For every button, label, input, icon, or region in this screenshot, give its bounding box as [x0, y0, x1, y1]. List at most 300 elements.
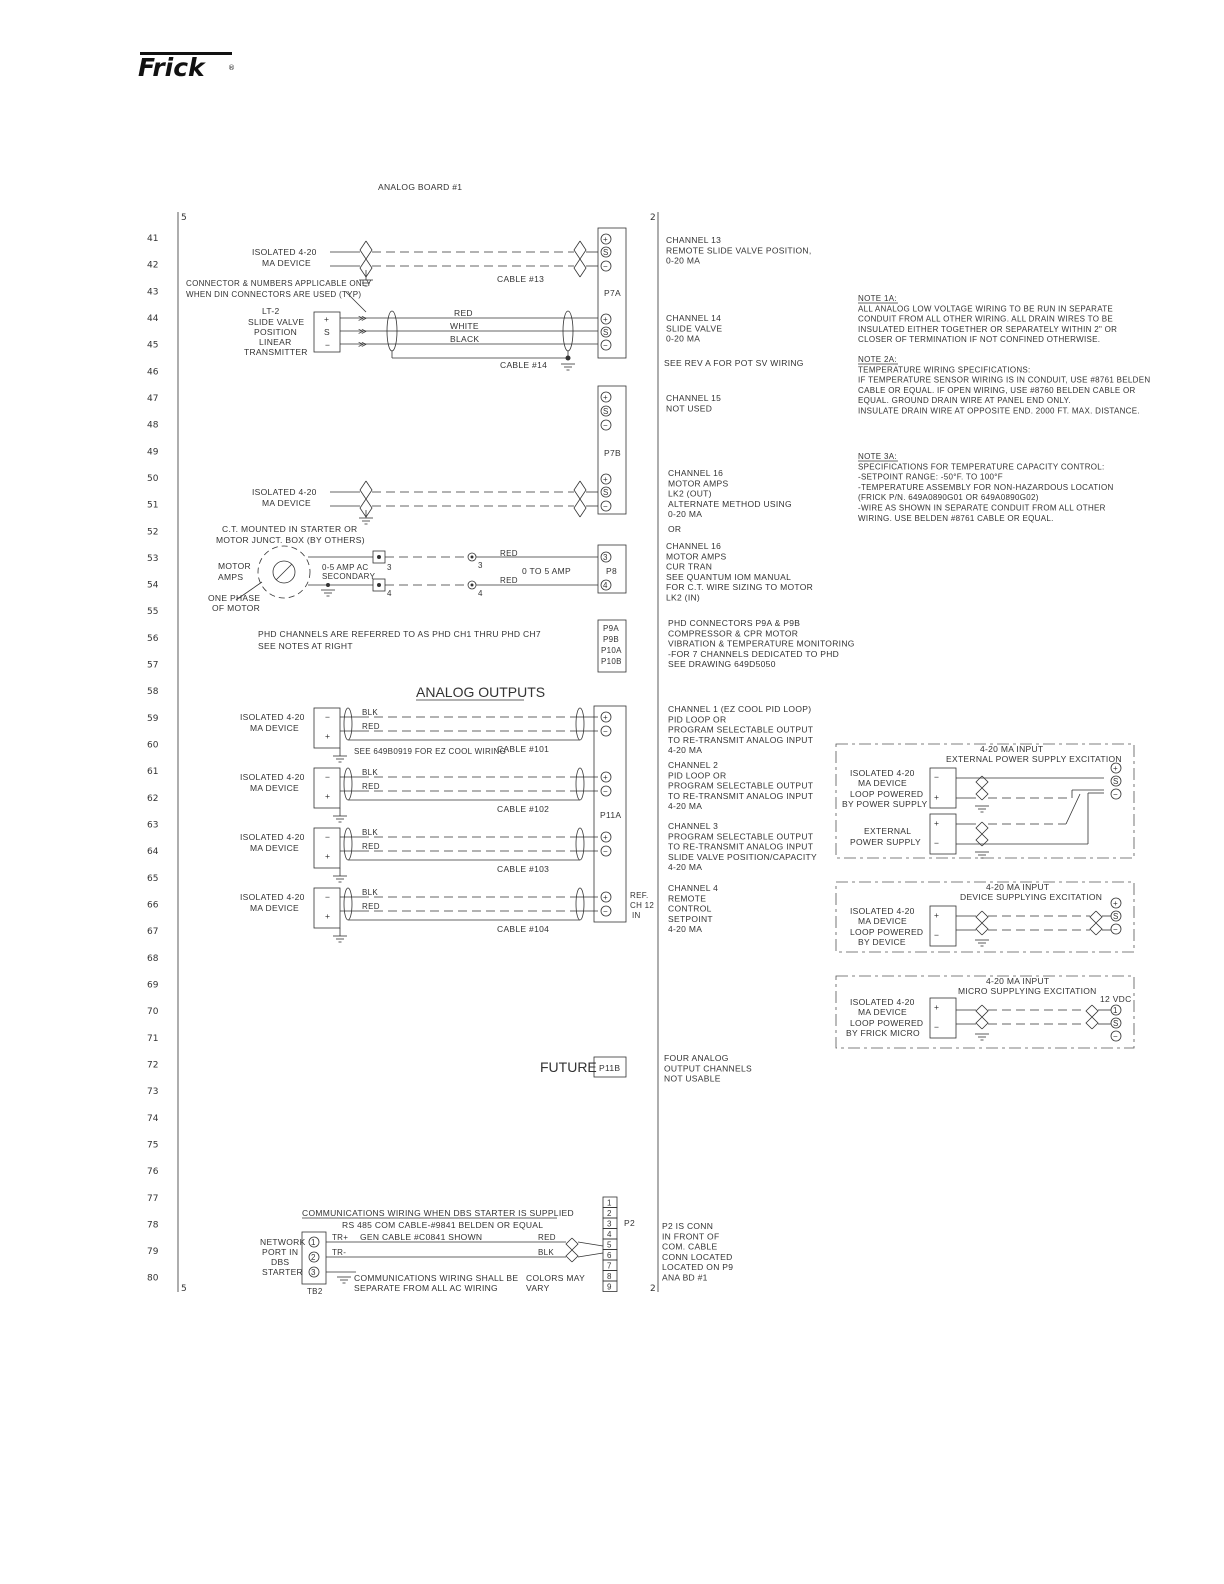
terminal-symbol: −	[603, 727, 608, 736]
row-number: 54	[147, 580, 159, 591]
output-red-label: RED	[362, 902, 380, 911]
row-number: 61	[147, 767, 159, 778]
ch16-device-label-1: ISOLATED 4-20	[252, 487, 317, 497]
channel-desc-ch13: REMOTE SLIDE VALVE POSITION,	[666, 245, 812, 256]
inset-micro-title-1: 4-20 MA INPUT	[986, 976, 1050, 986]
inset-ext-device-2: MA DEVICE	[858, 778, 907, 788]
terminal-symbol: +	[603, 833, 608, 842]
logo-wordmark: Frick	[138, 53, 205, 80]
comm-note-top: COMMUNICATIONS WIRING WHEN DBS STARTER IS SUPPLIED	[302, 1208, 574, 1218]
channel-desc-four_analog: OUTPUT CHANNELS	[664, 1063, 752, 1074]
wire-black-label: BLACK	[450, 334, 480, 344]
inset-dev-device-3: LOOP POWERED	[850, 927, 924, 937]
wire-red-label: RED	[454, 308, 473, 318]
output-red-label: RED	[362, 782, 380, 791]
channel-desc-ch13: CHANNEL 13	[666, 235, 722, 245]
ez-cool-note: SEE 649B0919 FOR EZ COOL WIRING	[354, 747, 507, 756]
channel-desc-p2_note: IN FRONT OF	[662, 1231, 720, 1242]
connector-p7a-label: P7A	[604, 288, 621, 298]
inset-dev-device-2: MA DEVICE	[858, 916, 907, 926]
row-number: 56	[147, 633, 159, 644]
output-device-label: ISOLATED 4-20	[240, 892, 305, 902]
output-plus: +	[325, 791, 331, 801]
channel-desc-phd: COMPRESSOR & CPR MOTOR	[668, 628, 799, 639]
row-number: 72	[147, 1060, 159, 1071]
row-number: 47	[147, 394, 159, 404]
row-number: 60	[147, 740, 159, 751]
channel-desc-out2: CHANNEL 2	[668, 760, 719, 770]
note-n2a-line: CABLE OR EQUAL. IF OPEN WIRING, USE #8760 BELDEN CABLE OR	[858, 385, 1136, 395]
inset-ext-term-signal: S	[1113, 777, 1119, 786]
comm-note-line2: RS 485 COM CABLE-#9841 BELDEN OR EQUAL	[342, 1220, 544, 1230]
column-label-right-top: 2	[650, 213, 656, 223]
output-red-label: RED	[362, 722, 380, 731]
output-blk-label: BLK	[362, 888, 379, 897]
row-number: 45	[147, 340, 159, 351]
channel-desc-out1: PID LOOP OR	[668, 714, 727, 725]
note-n3a-line: -TEMPERATURE ASSEMBLY FOR NON-HAZARDOUS LOCATION	[858, 482, 1114, 492]
terminal-symbol: −	[603, 262, 608, 271]
note-n3a-line: (FRICK P/N. 649A0890G01 OR 649A0890G02)	[858, 493, 1039, 503]
connector-p2	[603, 1197, 617, 1292]
note-n1a-line: ALL ANALOG LOW VOLTAGE WIRING TO BE RUN IN SEPARATE	[858, 304, 1114, 314]
channel-desc-p2_note: LOCATED ON P9	[662, 1262, 734, 1273]
row-number: 80	[147, 1273, 159, 1284]
terminal-symbol: −	[603, 341, 608, 350]
logo-registered-mark: ®	[228, 64, 235, 72]
row-number: 48	[147, 420, 159, 431]
lt2-label-4: LINEAR	[259, 337, 292, 347]
tb2-label: TB2	[307, 1287, 323, 1296]
p2-pin-number: 4	[607, 1230, 612, 1239]
channel-desc-out3: PROGRAM SELECTABLE OUTPUT	[668, 831, 814, 842]
note-n2a-line: TEMPERATURE WIRING SPECIFICATIONS:	[858, 365, 1031, 375]
future-label: FUTURE	[540, 1059, 597, 1075]
note-n1a-line: CONDUIT FROM ALL OTHER WIRING. ALL DRAIN WIRES TO BE	[858, 314, 1114, 324]
inset-ext-device-3: LOOP POWERED	[850, 789, 924, 799]
channel-desc-ch16b: SEE QUANTUM IOM MANUAL	[666, 571, 792, 582]
inset-micro-title-2: MICRO SUPPLYING EXCITATION	[958, 986, 1097, 996]
tr-plus-label: TR+	[332, 1233, 349, 1242]
ct-term-4: 4	[387, 589, 392, 598]
network-port-1: NETWORK	[260, 1237, 306, 1247]
row-number: 74	[147, 1113, 159, 1124]
terminal-symbol: S	[603, 328, 609, 337]
channel-desc-out1: PROGRAM SELECTABLE OUTPUT	[668, 724, 814, 735]
channel-desc-p2_note: ANA BD #1	[662, 1272, 708, 1283]
row-number: 55	[147, 607, 159, 618]
row-number: 44	[147, 314, 159, 324]
analog-outputs-title: ANALOG OUTPUTS	[416, 684, 546, 700]
lt2-label-2: SLIDE VALVE	[248, 317, 305, 327]
row-number: 71	[147, 1033, 159, 1044]
terminal-symbol: −	[603, 421, 608, 430]
secondary-label-1: 0-5 AMP AC	[322, 563, 369, 572]
terminal-symbol: +	[603, 393, 608, 402]
inset-ext-dev-plus: +	[934, 792, 940, 802]
row-number: 65	[147, 873, 159, 884]
channel-desc-phd: VIBRATION & TEMPERATURE MONITORING	[668, 638, 855, 649]
channel-desc-out3: 4-20 MA	[668, 862, 703, 873]
inset-dev-term-signal: S	[1113, 912, 1119, 921]
lt2-label-5: TRANSMITTER	[244, 347, 308, 357]
ct-term-3: 3	[387, 563, 392, 572]
channel-14-circuit	[186, 279, 598, 370]
row-number: 69	[147, 980, 159, 991]
channel-desc-phd: PHD CONNECTORS P9A & P9B	[668, 618, 801, 628]
terminal-symbol: 3	[603, 553, 608, 562]
svg-text:≫: ≫	[358, 313, 368, 323]
inset-ext-device-1: ISOLATED 4-20	[850, 768, 915, 778]
terminal-symbol: 4	[603, 581, 608, 590]
row-number: 52	[147, 527, 159, 538]
connector-p10a-label: P10A	[601, 646, 622, 655]
output-minus: −	[325, 772, 331, 782]
output-device-label: MA DEVICE	[250, 723, 299, 733]
channel-desc-ch16b: CUR TRAN	[666, 561, 713, 572]
inset-micro-device-1: ISOLATED 4-20	[850, 997, 915, 1007]
channel-desc-out3: CHANNEL 3	[668, 821, 719, 831]
row-number: 68	[147, 953, 159, 964]
row-number: 59	[147, 713, 159, 724]
channel-desc-out2: PROGRAM SELECTABLE OUTPUT	[668, 780, 814, 791]
row-number: 43	[147, 287, 159, 298]
channel-desc-out4: REMOTE	[668, 893, 707, 904]
channel-desc-ch16a: 0-20 MA	[668, 509, 703, 520]
notes	[858, 294, 1150, 523]
p2-pin-number: 5	[607, 1240, 612, 1250]
row-number: 53	[147, 553, 159, 564]
colors-note-1: COLORS MAY	[526, 1273, 586, 1283]
connector-p10b-label: P10B	[601, 657, 622, 666]
channel-desc-ch14: SLIDE VALVE	[666, 323, 723, 334]
row-number: 75	[147, 1140, 159, 1151]
output-device-label: ISOLATED 4-20	[240, 772, 305, 782]
tb2-pin-1: 1	[311, 1238, 316, 1247]
one-phase-2: OF MOTOR	[212, 603, 261, 613]
terminal-symbol: S	[603, 407, 609, 416]
note-n2a-line: IF TEMPERATURE SENSOR WIRING IS IN CONDUIT, USE #8761 BELDEN	[858, 375, 1151, 385]
din-note-1: CONNECTOR & NUMBERS APPLICABLE ONLY	[186, 279, 372, 288]
inset-ext-sup-plus: +	[934, 818, 940, 828]
inset-micro-plus: +	[934, 1002, 940, 1012]
inset-dev-minus: −	[934, 930, 940, 940]
channel-desc-four_analog: FOUR ANALOG	[664, 1053, 729, 1063]
ct-note-1: C.T. MOUNTED IN STARTER OR	[222, 524, 358, 534]
note-n1a-line: NOTE 1A:	[858, 294, 897, 303]
note-n2a-line: NOTE 2A:	[858, 355, 897, 364]
row-number: 79	[147, 1247, 159, 1258]
output-cable-label: CABLE #102	[497, 804, 550, 814]
note-n3a-line: NOTE 3A:	[858, 452, 897, 461]
tb2-pin-3: 3	[311, 1268, 316, 1277]
inset-ext-dev-minus: −	[934, 772, 940, 782]
inset-micro-device-2: MA DEVICE	[858, 1007, 907, 1017]
p2-pin-number: 3	[607, 1219, 612, 1229]
channel-desc-out1: TO RE-TRANSMIT ANALOG INPUT	[668, 734, 814, 745]
row-number: 49	[147, 447, 159, 458]
terminal-symbol: −	[603, 502, 608, 511]
connector-p9b-label: P9B	[603, 635, 620, 644]
terminal-symbol: −	[603, 787, 608, 796]
connector-p8-label: P8	[606, 566, 617, 576]
row-number: 70	[147, 1007, 159, 1018]
row-number: 50	[147, 473, 159, 484]
ct-term-4b: 4	[478, 589, 483, 598]
row-number: 57	[147, 660, 159, 671]
din-note-2: WHEN DIN CONNECTORS ARE USED (TYP)	[186, 290, 362, 299]
channel-desc-ch16a: LK2 (OUT)	[668, 488, 712, 499]
channel-desc-ch15: CHANNEL 15	[666, 393, 722, 403]
channel-desc-ch15: NOT USED	[666, 403, 713, 414]
terminal-symbol: +	[603, 713, 608, 722]
output-minus: −	[325, 892, 331, 902]
note-n3a-line: -WIRE AS SHOWN IN SEPARATE CONDUIT FROM ALL OTHER	[858, 503, 1106, 513]
analog-output-circuits	[240, 708, 611, 942]
output-device-label: MA DEVICE	[250, 903, 299, 913]
channel-desc-phd: SEE DRAWING 649D5050	[668, 659, 776, 670]
terminal-symbol: S	[603, 248, 609, 257]
output-device-label: ISOLATED 4-20	[240, 832, 305, 842]
inset-ext-supply-1: EXTERNAL	[864, 826, 912, 836]
row-number: 64	[147, 847, 159, 858]
channel-desc-rev_a: SEE REV A FOR POT SV WIRING	[664, 358, 804, 368]
channel-desc-out4: SETPOINT	[668, 913, 713, 924]
row-number: 73	[147, 1087, 159, 1098]
channel-desc-out4: CHANNEL 4	[668, 883, 719, 893]
p2-pin-number: 2	[607, 1209, 612, 1218]
output-device-label: ISOLATED 4-20	[240, 712, 305, 722]
ct-circuit	[208, 524, 598, 613]
row-number: 62	[147, 793, 159, 804]
connector-p11b-label: P11B	[599, 1063, 621, 1073]
lt2-plus: +	[324, 314, 330, 324]
inset-ext-title-2: EXTERNAL POWER SUPPLY EXCITATION	[946, 754, 1122, 764]
inset-dev-device-4: BY DEVICE	[858, 937, 906, 947]
row-number: 78	[147, 1220, 159, 1231]
phd-note-1: PHD CHANNELS ARE REFERRED TO AS PHD CH1 THRU PHD CH7	[258, 629, 541, 639]
note-n1a-line: INSULATED EITHER TOGETHER OR SEPARATELY WITHIN 2" OR	[858, 324, 1118, 334]
inset-micro-device-4: BY FRICK MICRO	[846, 1028, 920, 1038]
channel-desc-ch16b: MOTOR AMPS	[666, 551, 727, 562]
ct-note-2: MOTOR JUNCT. BOX (BY OTHERS)	[216, 535, 365, 545]
inset-micro-term-1: 1	[1113, 1006, 1118, 1015]
svg-text:≫: ≫	[358, 326, 368, 336]
ct-term-3b: 3	[478, 561, 483, 570]
channel-desc-ch16b: CHANNEL 16	[666, 541, 722, 551]
network-port-2: PORT IN	[262, 1247, 299, 1257]
channel-desc-p2_note: P2 IS CONN	[662, 1221, 714, 1231]
cable-14-label: CABLE #14	[500, 360, 548, 370]
lt2-label-3: POSITION	[254, 327, 298, 337]
channel-desc-out2: 4-20 MA	[668, 801, 703, 812]
inset-micro-vdc: 12 VDC	[1100, 994, 1132, 1004]
comm-bottom-2: SEPARATE FROM ALL AC WIRING	[354, 1283, 498, 1293]
terminal-symbol: −	[603, 847, 608, 856]
channel-desc-ch16b: FOR C.T. WIRE SIZING TO MOTOR	[666, 582, 814, 593]
channel-desc-out2: PID LOOP OR	[668, 770, 727, 781]
zero-to-5-amp: 0 TO 5 AMP	[522, 566, 571, 576]
terminal-symbol: +	[603, 893, 608, 902]
ct-red-1: RED	[500, 549, 518, 558]
note-n2a-line: INSULATE DRAIN WIRE AT OPPOSITE END. 2000 FT. MAX. DISTANCE.	[858, 406, 1140, 416]
row-number: 67	[147, 927, 159, 938]
network-port-4: STARTER	[262, 1267, 303, 1277]
p2-pin-number: 1	[607, 1198, 612, 1208]
svg-text:≫: ≫	[358, 339, 368, 349]
inset-dev-title-1: 4-20 MA INPUT	[986, 882, 1050, 892]
channel-desc-out4: CONTROL	[668, 903, 712, 914]
inset-ext-term-plus: +	[1113, 764, 1118, 773]
row-numbers	[147, 234, 159, 1284]
channel-desc-p2_note: COM. CABLE	[662, 1241, 718, 1252]
row-number: 41	[147, 234, 159, 244]
output-minus: −	[325, 832, 331, 842]
channel-desc-ch13: 0-20 MA	[666, 255, 701, 266]
cable-13-label: CABLE #13	[497, 274, 545, 284]
inset-micro-device-3: LOOP POWERED	[850, 1018, 924, 1028]
output-plus: +	[325, 911, 331, 921]
connector-p9a-label: P9A	[603, 624, 620, 633]
inset-micro-term-signal: S	[1113, 1019, 1119, 1028]
lt2-minus: −	[325, 340, 331, 350]
colors-note-2: VARY	[526, 1283, 550, 1293]
output-plus: +	[325, 731, 331, 741]
note-n3a-line: WIRING. USE BELDEN #8761 CABLE OR EQUAL.	[858, 513, 1054, 523]
lt2-signal: S	[324, 327, 330, 337]
channel-desc-ch16a: CHANNEL 16	[668, 468, 724, 478]
row-number: 76	[147, 1167, 159, 1178]
p2-pin-number: 7	[607, 1261, 612, 1271]
comm-blk-label: BLK	[538, 1248, 555, 1257]
inset-dev-device-1: ISOLATED 4-20	[850, 906, 915, 916]
channel-desc-ch14: 0-20 MA	[666, 333, 701, 344]
motor-amps-1: MOTOR	[218, 561, 251, 571]
column-label-left-top: 5	[181, 213, 187, 223]
terminal-symbol: S	[603, 488, 609, 497]
one-phase-1: ONE PHASE	[208, 593, 261, 603]
communications-circuit	[260, 1208, 603, 1296]
comm-red-label: RED	[538, 1233, 556, 1242]
inset-ext-sup-minus: −	[934, 838, 940, 848]
terminal-symbol: +	[603, 773, 608, 782]
note-n2a-line: EQUAL. GROUND DRAIN WIRE AT PANEL END ONLY.	[858, 396, 1071, 406]
ref-label-1: REF.	[630, 891, 649, 900]
inset-micro-excitation	[836, 976, 1134, 1048]
output-plus: +	[325, 851, 331, 861]
column-label-right-bottom: 2	[650, 1284, 656, 1294]
inset-dev-plus: +	[934, 910, 940, 920]
network-port-3: DBS	[271, 1257, 290, 1267]
inset-dev-term-plus: +	[1113, 899, 1118, 908]
inset-device-excitation	[836, 882, 1134, 952]
row-number: 63	[147, 820, 159, 831]
terminal-symbol: +	[603, 235, 608, 244]
output-red-label: RED	[362, 842, 380, 851]
comm-bottom-1: COMMUNICATIONS WIRING SHALL BE	[354, 1273, 519, 1283]
channel-desc-out2: TO RE-TRANSMIT ANALOG INPUT	[668, 790, 814, 801]
terminal-symbol: +	[603, 315, 608, 324]
channel-desc-out3: SLIDE VALVE POSITION/CAPACITY	[668, 851, 817, 862]
channel-16-circuit	[252, 481, 598, 524]
ref-label-2: CH 12	[630, 901, 655, 910]
channel-desc-four_analog: NOT USABLE	[664, 1073, 721, 1084]
ref-label-3: IN	[632, 911, 641, 920]
connector-p7b-label: P7B	[604, 448, 621, 458]
connector-p2-label: P2	[624, 1218, 635, 1228]
inset-external-power	[836, 744, 1134, 858]
row-number: 42	[147, 260, 159, 271]
note-n1a-line: CLOSER OF TERMINATION IF NOT CONFINED OTHERWISE.	[858, 335, 1101, 345]
wire-white-label: WHITE	[450, 321, 479, 331]
output-minus: −	[325, 712, 331, 722]
output-cable-label: CABLE #101	[497, 744, 550, 754]
inset-ext-term-minus: −	[1113, 790, 1118, 799]
channel-desc-phd: -FOR 7 CHANNELS DEDICATED TO PHD	[668, 648, 840, 659]
ch16-device-label-2: MA DEVICE	[262, 498, 311, 508]
p2-pin-number: 6	[607, 1251, 612, 1260]
output-cable-label: CABLE #104	[497, 924, 550, 934]
output-cable-label: CABLE #103	[497, 864, 550, 874]
output-blk-label: BLK	[362, 708, 379, 717]
inset-ext-title-1: 4-20 MA INPUT	[980, 744, 1044, 754]
output-device-label: MA DEVICE	[250, 843, 299, 853]
channel-desc-p2_note: CONN LOCATED	[662, 1251, 733, 1262]
p2-pin-number: 9	[607, 1282, 612, 1292]
row-number: 66	[147, 900, 159, 911]
channel-desc-out1: 4-20 MA	[668, 745, 703, 756]
channel-desc-ch14: CHANNEL 14	[666, 313, 722, 323]
channel-desc-out3: TO RE-TRANSMIT ANALOG INPUT	[668, 841, 814, 852]
column-label-left-bottom: 5	[181, 1284, 187, 1294]
channel-desc-or: OR	[668, 524, 682, 534]
channel-descriptions	[662, 235, 855, 1283]
note-n3a-line: -SETPOINT RANGE: -50°F. TO 100°F	[858, 472, 1003, 482]
row-number: 58	[147, 687, 159, 698]
inset-ext-supply-2: POWER SUPPLY	[850, 837, 921, 847]
note-n3a-line: SPECIFICATIONS FOR TEMPERATURE CAPACITY CONTROL:	[858, 462, 1105, 472]
output-blk-label: BLK	[362, 828, 379, 837]
motor-amps-2: AMPS	[218, 572, 244, 582]
inset-micro-minus: −	[934, 1022, 940, 1032]
comm-note-line3: GEN CABLE #C0841 SHOWN	[360, 1232, 483, 1242]
tr-minus-label: TR-	[332, 1248, 347, 1257]
tb2-pin-2: 2	[311, 1253, 316, 1262]
output-device-label: MA DEVICE	[250, 783, 299, 793]
channel-desc-ch16a: MOTOR AMPS	[668, 478, 729, 489]
channel-desc-ch16b: LK2 (IN)	[666, 592, 701, 603]
inset-ext-device-4: BY POWER SUPPLY	[842, 799, 928, 809]
phd-note-2: SEE NOTES AT RIGHT	[258, 641, 353, 651]
inset-dev-title-2: DEVICE SUPPLYING EXCITATION	[960, 892, 1103, 902]
p2-pin-number: 8	[607, 1272, 612, 1281]
secondary-label-2: SECONDARY	[322, 572, 376, 581]
ct-red-2: RED	[500, 576, 518, 585]
inset-micro-term-minus: −	[1113, 1032, 1118, 1041]
channel-desc-out1: CHANNEL 1 (EZ COOL PID LOOP)	[668, 704, 812, 714]
lt2-label-1: LT-2	[262, 306, 280, 316]
output-blk-label: BLK	[362, 768, 379, 777]
channel-desc-out4: 4-20 MA	[668, 924, 703, 935]
connector-p11a-label: P11A	[600, 810, 622, 820]
terminal-symbol: −	[603, 907, 608, 916]
inset-dev-term-minus: −	[1113, 925, 1118, 934]
ch13-device-label-2: MA DEVICE	[262, 258, 311, 268]
channel-desc-ch16a: ALTERNATE METHOD USING	[668, 498, 792, 509]
terminal-symbol: +	[603, 475, 608, 484]
board-title: ANALOG BOARD #1	[378, 182, 463, 192]
ch13-device-label-1: ISOLATED 4-20	[252, 247, 317, 257]
